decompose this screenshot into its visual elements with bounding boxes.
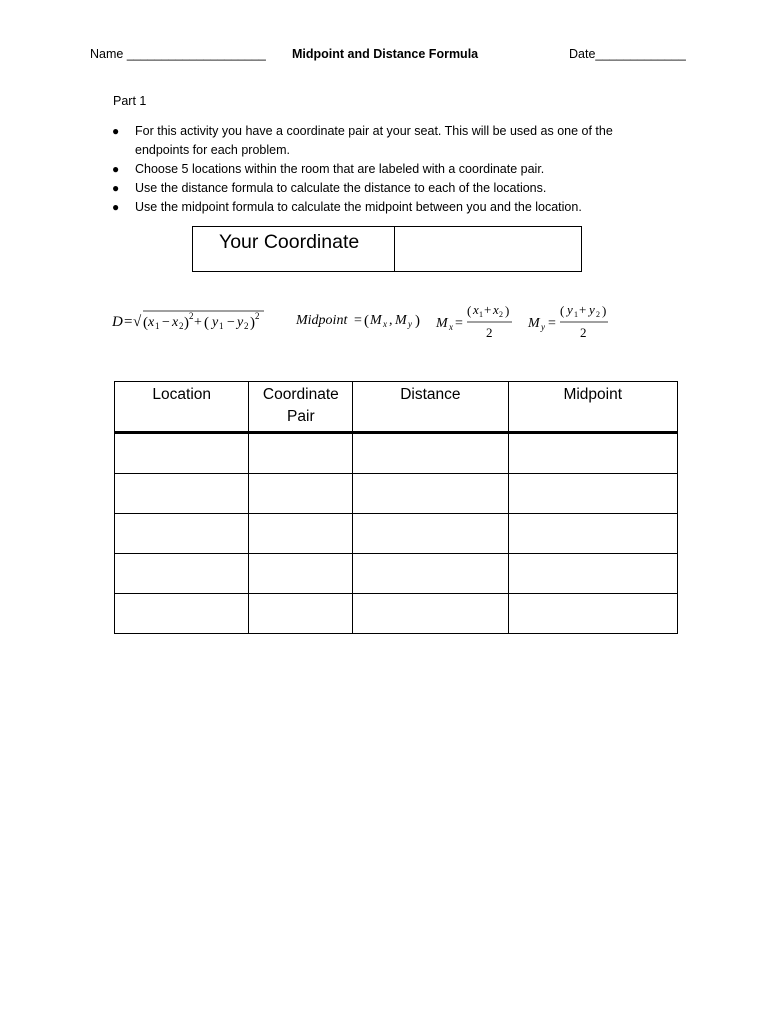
date-field-label: Date_____________ [569,47,686,61]
cell-midpoint[interactable] [508,474,677,514]
formula-graphic [112,298,632,346]
header-midpoint: Midpoint [508,382,677,433]
cell-coordinate-pair[interactable] [249,474,353,514]
bullet-icon: ● [112,124,120,138]
svg-text:y: y [541,322,545,332]
svg-text:,: , [389,313,393,328]
worksheet-title: Midpoint and Distance Formula [292,47,479,61]
instruction-list [112,122,652,217]
svg-text:M: M [436,316,448,331]
cell-location[interactable] [115,554,249,594]
bullet-icon: ● [112,200,120,214]
table-row [115,474,678,514]
mx-formula [435,302,512,340]
svg-text:2: 2 [499,310,503,319]
svg-text:x: x [473,302,479,317]
instruction-item: ● For this activity you have a coordinate pair at your seat. This will be used as one of the endpoints for each problem. [112,124,613,157]
svg-text:=: = [548,316,556,331]
cell-location[interactable] [115,474,249,514]
svg-text:x: x [172,315,179,330]
part-label: Part 1 [113,94,147,108]
table-row [115,514,678,554]
bullet-icon: ● [112,162,120,176]
svg-text:(: ( [560,303,565,318]
svg-text:M: M [395,313,407,328]
svg-text:=: = [455,316,463,331]
your-coordinate-label: Your Coordinate [193,227,395,271]
svg-text:x: x [449,322,453,332]
svg-text:): ) [184,315,189,331]
cell-midpoint[interactable] [508,594,677,634]
svg-text:2: 2 [244,321,249,331]
svg-text:2: 2 [486,325,493,340]
svg-text:2: 2 [255,311,260,321]
svg-text:): ) [602,303,607,318]
results-table [114,381,678,634]
svg-text:2: 2 [596,310,600,319]
svg-text:): ) [415,313,420,329]
cell-location[interactable] [115,514,249,554]
svg-text:−: − [162,315,170,330]
cell-coordinate-pair[interactable] [249,514,353,554]
instruction-item: ● Choose 5 locations within the room that are labeled with a coordinate pair. [112,160,652,179]
table-header-row [115,382,678,433]
svg-text:x: x [148,315,155,330]
svg-text:(: ( [204,315,209,331]
svg-text:2: 2 [179,321,184,331]
svg-text:y: y [237,315,244,330]
svg-text:(: ( [143,315,148,331]
svg-text:y: y [212,315,219,330]
cell-midpoint[interactable] [508,554,677,594]
svg-text:1: 1 [155,321,160,331]
svg-text:x: x [493,302,499,317]
cell-location[interactable] [115,433,249,474]
cell-distance[interactable] [353,554,508,594]
svg-text:y: y [408,319,412,329]
your-coordinate-box [192,226,582,272]
instruction-item: ● Use the midpoint formula to calculate the midpoint between you and the location. [112,198,652,217]
svg-text:y: y [589,302,595,317]
svg-text:2: 2 [189,311,194,321]
header-location: Location [115,382,249,433]
svg-text:+: + [194,315,202,330]
svg-text:=: = [124,314,133,330]
svg-text:+: + [484,302,492,317]
table-row [115,433,678,474]
distance-formula [112,311,264,331]
svg-text:1: 1 [219,321,224,331]
svg-text:M: M [370,313,382,328]
cell-coordinate-pair[interactable] [249,433,353,474]
bullet-icon: ● [112,181,120,195]
instruction-item: ● Use the distance formula to calculate the distance to each of the locations. [112,179,652,198]
header-distance: Distance [353,382,508,433]
table-row [115,594,678,634]
svg-text:−: − [227,315,235,330]
midpoint-formula [295,313,420,329]
svg-text:D: D [112,314,123,330]
table-row [115,554,678,594]
cell-coordinate-pair[interactable] [249,594,353,634]
cell-distance[interactable] [353,474,508,514]
svg-text:): ) [250,315,255,331]
formula-row [112,298,632,346]
header-coordinate-pair: Coordinate Pair [249,382,353,433]
worksheet-header [90,47,686,65]
svg-text:(: ( [467,303,472,318]
cell-distance[interactable] [353,433,508,474]
svg-text:+: + [579,302,587,317]
svg-text:=: = [354,313,362,328]
svg-text:y: y [567,302,573,317]
cell-coordinate-pair[interactable] [249,554,353,594]
cell-midpoint[interactable] [508,514,677,554]
svg-text:M: M [528,316,540,331]
svg-text:(: ( [364,313,369,329]
svg-text:1: 1 [479,310,483,319]
my-formula [527,302,608,340]
svg-text:x: x [383,319,387,329]
svg-text:1: 1 [574,310,578,319]
cell-distance[interactable] [353,594,508,634]
name-field-label: Name ____________________ [90,47,266,61]
svg-text:): ) [505,303,510,318]
svg-text:2: 2 [580,325,587,340]
your-coordinate-value[interactable] [395,227,581,271]
cell-midpoint[interactable] [508,433,677,474]
svg-text:Midpoint: Midpoint [296,313,348,328]
cell-location[interactable] [115,594,249,634]
svg-text:√: √ [133,314,142,330]
cell-distance[interactable] [353,514,508,554]
